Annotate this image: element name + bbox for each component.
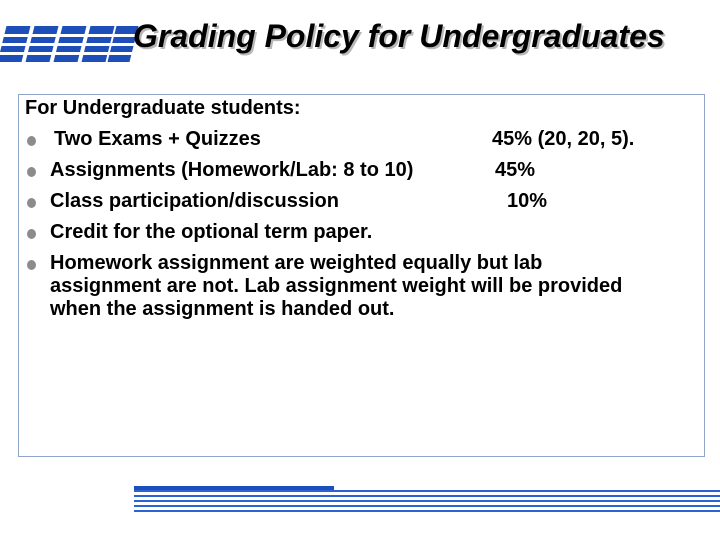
item-text: Homework assignment are weighted equally but lab assignment are not. Lab assignment weight will be provided when the assignment is handed out.: [50, 252, 623, 320]
decorative-lines: [134, 486, 720, 512]
list-item: [25, 252, 635, 321]
item-value: 45%: [495, 159, 536, 181]
bullet-icon: [27, 229, 36, 239]
list-item: [25, 221, 705, 244]
logo-bars: [0, 26, 136, 62]
item-text: Two Exams + Quizzes: [54, 128, 261, 150]
bullet-icon: [27, 198, 36, 208]
slide-title: Grading Policy for Undergraduates: [133, 18, 665, 54]
item-value: 45% (20, 20, 5).: [492, 128, 635, 150]
policy-list: [25, 128, 705, 329]
item-text: Assignments (Homework/Lab: 8 to 10): [50, 159, 414, 181]
list-item: [25, 190, 705, 213]
bullet-icon: [27, 260, 36, 270]
intro-text: For Undergraduate students:: [25, 97, 301, 119]
item-text: Credit for the optional term paper.: [50, 221, 373, 243]
item-text: Class participation/discussion: [50, 190, 339, 212]
bullet-icon: [27, 136, 36, 146]
bullet-icon: [27, 167, 36, 177]
list-item: [25, 128, 705, 151]
list-item: [25, 159, 705, 182]
item-value: 10%: [507, 190, 548, 212]
